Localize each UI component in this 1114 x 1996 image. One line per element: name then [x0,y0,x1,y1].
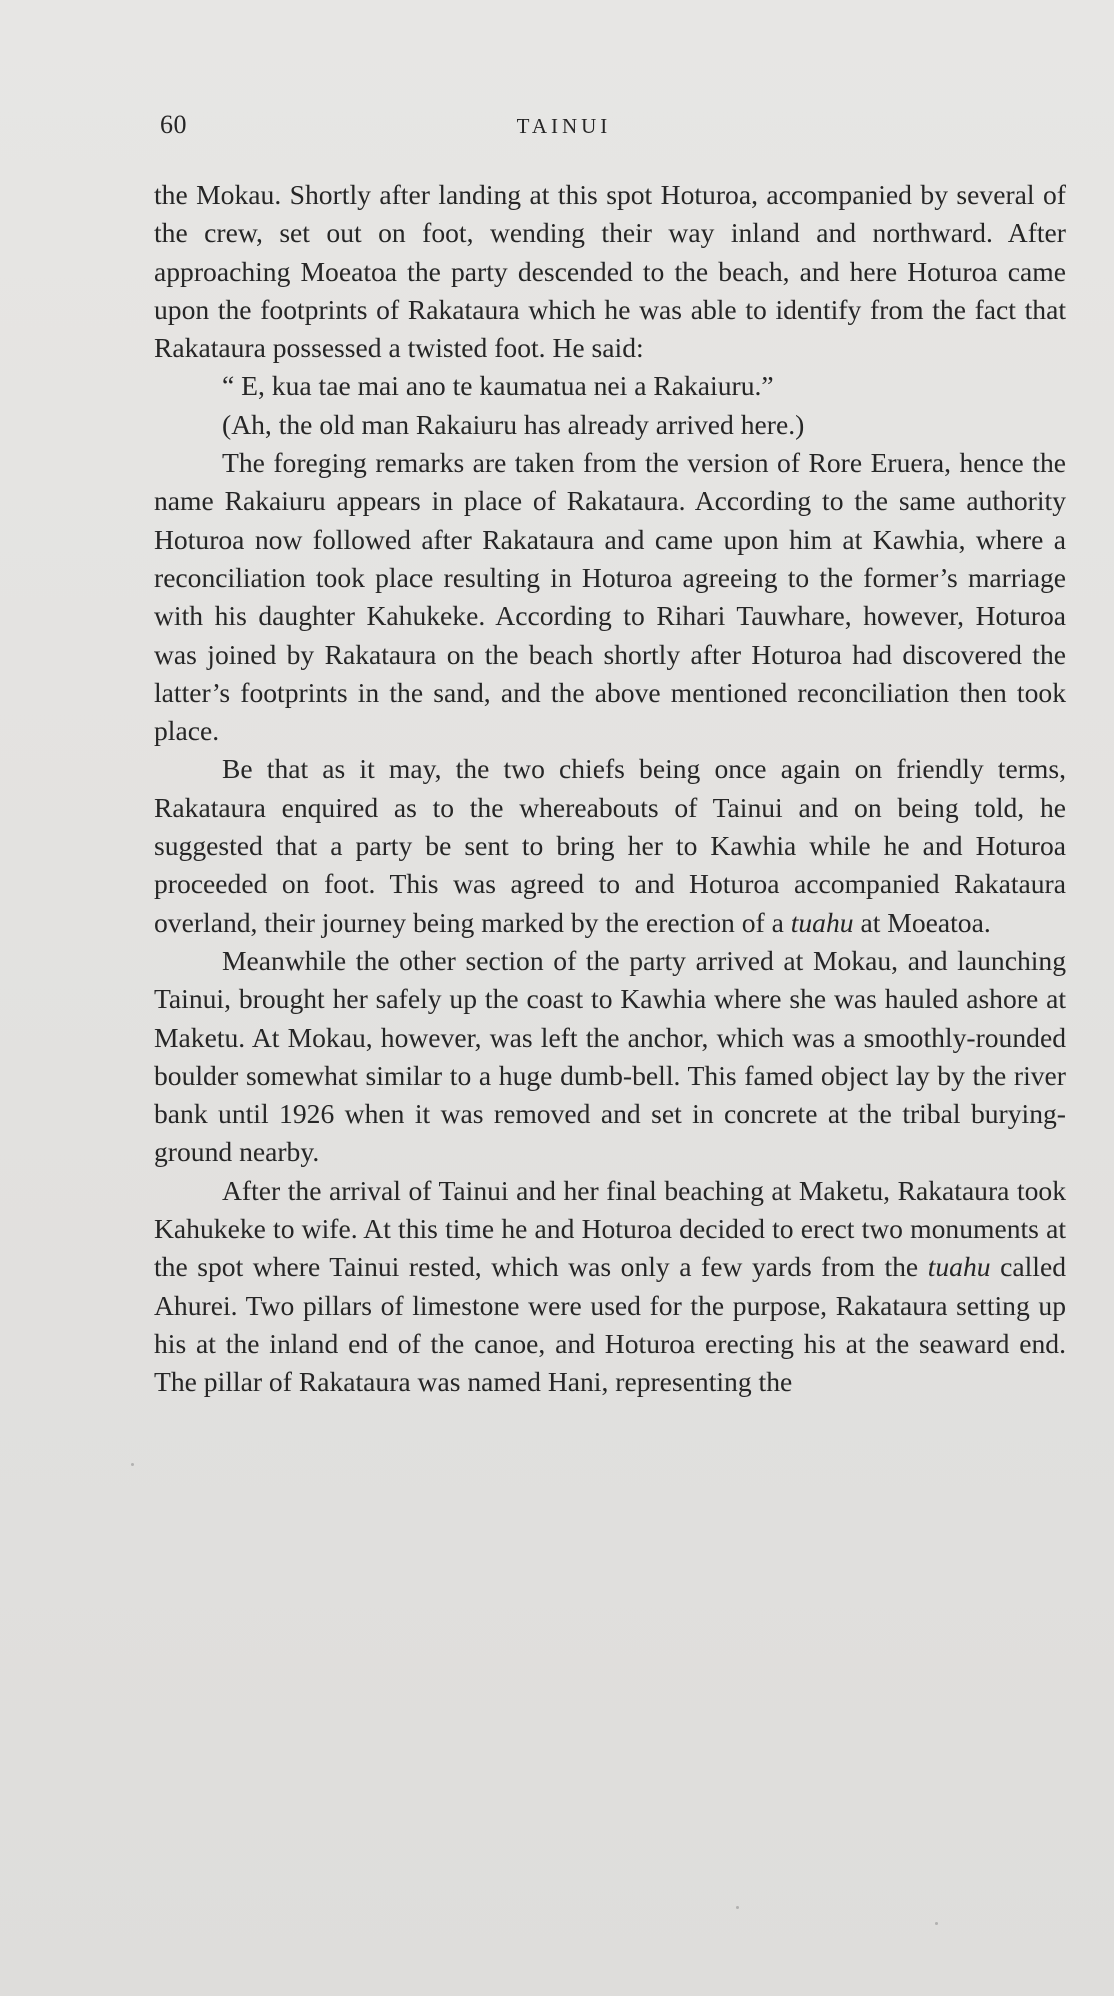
paragraph-3-italic-term: tuahu [790,906,854,938]
paper-speck [131,1463,134,1466]
quote-translation: (Ah, the old man Rakaiuru has already arrived here.) [222,408,805,440]
paragraph-5-text-b: called Ahurei. Two pillars of limestone were used for the purpose, Rakataura setting up his at the inland end of the canoe, and Hoturoa erecting his at the seaward end. The pillar of Rakataura was named Hani, representing the [154,1251,1066,1398]
paragraph-1: the Mokau. Shortly after landing at this spot Hoturoa, accompanied by several of the crew, set out on foot, wending their way inland and northward. After approaching Moeatoa the party descended to the beach, and here Hoturoa came upon the footprints of Rakataura which he was able to identify from the fact that Rakataura possessed a twisted foot. He said: [154,179,1066,364]
body-text [154,176,1066,1402]
running-title: TAINUI [516,114,612,138]
paragraph-5 [154,1172,1066,1402]
paragraph-5-text-a: After the arrival of Tainui and her final beaching at Maketu, Rakataura took Kahukeke to wife. At this time he and Hoturoa decided to erect two monuments at the spot where Tainui rested, which was only a few yards from the [154,1174,1066,1283]
page-number: 60 [160,110,187,139]
paragraph-3-text-b: at Moeatoa. [853,906,991,938]
paragraph-5-italic-term: tuahu [927,1251,991,1283]
paragraph-3 [154,750,1066,941]
paragraph-2: The foreging remarks are taken from the version of Rore Eruera, hence the name Rakaiuru appears in place of Rakataura. According to the same authority Hoturoa now followed after Rakataura and came upon him at Kawhia, where a reconciliation took place resulting in Hoturoa agreeing to the former’s marriage with his daughter Kahukeke. According to Rihari Tauwhare, however, Hoturoa was joined by Rakataura on the beach shortly after Hoturoa had discovered the latter’s footprints in the sand, and the above mentioned reconciliation then took place. [154,447,1066,747]
maori-quote: “ E, kua tae mai ano te kaumatua nei a Rakaiuru.” [222,370,774,402]
page-header [0,106,1114,146]
paragraph-3-text-a: Be that as it may, the two chiefs being once again on friendly terms, Rakataura enquired as to the whereabouts of Tainui and on being told, he suggested that a party be sent to bring her to Kawhia while he and Hoturoa proceeded on foot. This was agreed to and Hoturoa accompanied Rakataura overland, their journey being marked by the erection of a [154,753,1066,938]
paper-speck [935,1922,938,1925]
paragraph-4: Meanwhile the other section of the party arrived at Mokau, and launching Tainui, brought her safely up the coast to Kawhia where she was hauled ashore at Maketu. At Mokau, however, was left the anchor, which was a smoothly-rounded boulder somewhat similar to a huge dumb-bell. This famed object lay by the river bank until 1926 when it was removed and set in concrete at the tribal burying-ground nearby. [154,944,1066,1168]
paper-speck [736,1906,739,1909]
